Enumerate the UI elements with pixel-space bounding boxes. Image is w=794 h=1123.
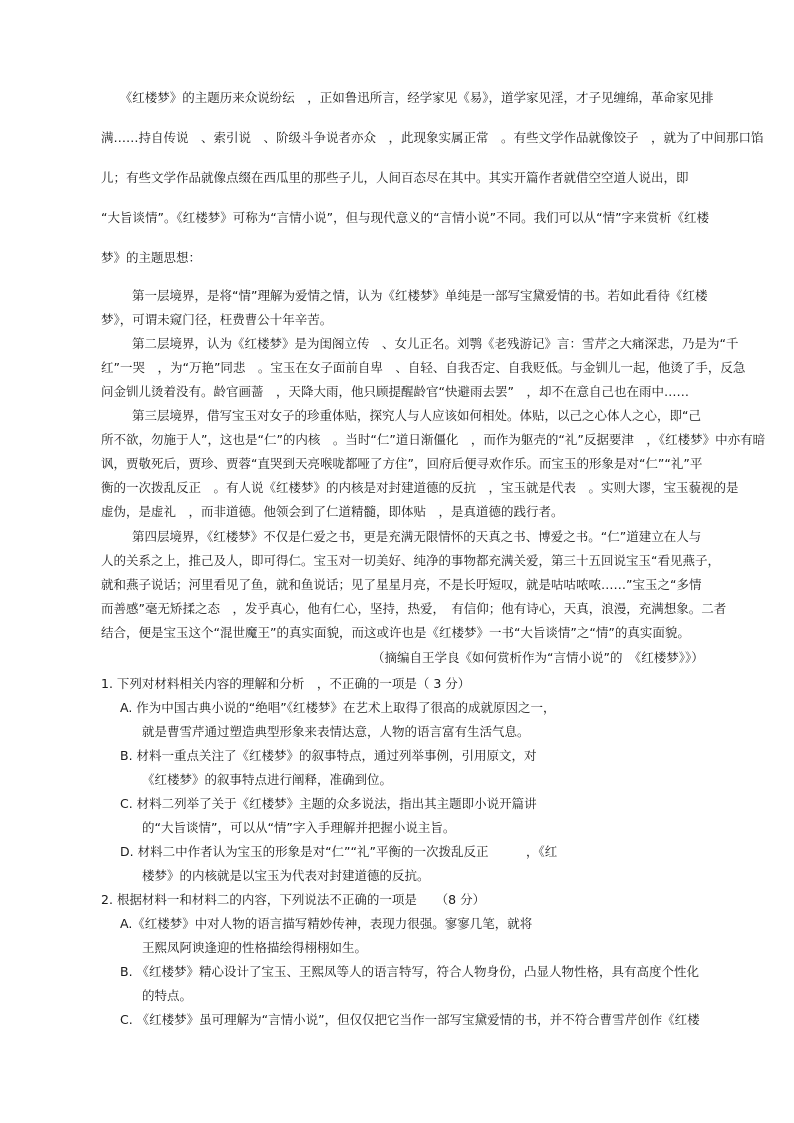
paragraph-line: 衡的一次拨乱反正 。有人说《红楼梦》的内核是对封建道德的反抗 ，宝玉就是代表 。实则大谬，宝玉藐视的是 [101,480,739,495]
paragraph-line: 而善感”毫无矫揉之态 ，发乎真心，他有仁心，坚持，热爱， 有信仰；他有诗心，天真，浪漫，充满想象。二者 [101,601,727,616]
paragraph-line: 第二层境界，认为《红楼梦》是为闺阁立传 、女儿正名。刘鹗《老残游记》言：雪芹之大痛深悲，乃是为“千 [132,336,739,351]
option-c-line: C. 材料二列举了关于《红楼梦》主题的众多说法，指出其主题即小说开篇讲 [120,796,537,811]
option-d-line: 楼梦》的内核就是以宝玉为代表对封建道德的反抗。 [142,868,430,883]
paragraph-line: 讽，贾敬死后，贾珍、贾蓉“直哭到天亮喉咙都哑了方住”，回府后便寻欢作乐。而宝玉的形象是对“仁”“礼”平 [101,456,703,471]
option-a-line: A.《红楼梦》中对人物的语言描写精妙传神，表现力很强。寥寥几笔，就将 [120,916,533,931]
paragraph-line: 第一层境界，是将“情”理解为爱情之情，认为《红楼梦》单纯是一部写宝黛爱情的书。若如此看待《红楼 [132,288,708,303]
paragraph-line: 就和燕子说话；河里看见了鱼，就和鱼说话；见了星星月亮，不是长吁短叹，就是咕咕哝哝……”宝玉之“多情 [101,577,702,592]
paragraph-line: 人的关系之上，推己及人，即可得仁。宝玉对一切美好、纯净的事物都充满关爱，第三十五回说宝玉“看见燕子， [101,553,720,568]
paragraph-line: 所不欲，勿施于人”，这也是“仁”的内核 。当时“仁”道日渐僵化 ，而作为躯壳的“礼”反据要津 ，《红楼梦》中亦有暗 [101,432,766,447]
intro-line: 梦》的主题思想： [101,250,202,265]
paragraph-line: 问金钏儿烫着没有。龄官画蔷 ，天降大雨，他只顾提醒龄官“快避雨去罢” ，却不在意自己也在雨中…… [101,384,689,399]
paragraph-line: 第四层境界，《红楼梦》不仅是仁爱之书，更是充满无限情怀的天真之书、博爱之书。“仁”道建立在人与 [132,529,702,544]
option-c-line: 的“大旨谈情”，可以从“情”字入手理解并把握小说主旨。 [142,820,456,835]
option-a-line: 王熙凤阿谀逢迎的性格描绘得栩栩如生。 [142,940,368,955]
question-stem: 2. 根据材料一和材料二的内容，下列说法不正确的一项是 （8 分） [101,892,486,907]
option-d-line: D. 材料二中作者认为宝玉的形象是对“仁”“礼”平衡的一次拨乱反正 ，《红 [120,844,558,859]
paragraph-line: 第三层境界，借写宝玉对女子的珍重体贴，探究人与人应该如何相处。体贴，以己之心体人之心，即“己 [132,408,701,423]
paragraph-line: 红”一哭 ，为“万艳”同悲 。宝玉在女子面前自卑 、自轻、自我否定、自我贬低。与金钏儿一起，他烫了手，反急 [101,360,746,375]
question-stem: 1. 下列对材料相关内容的理解和分析 ，不正确的一项是（ 3 分） [101,676,471,691]
option-a-line: A. 作为中国古典小说的“绝唱”《红楼梦》在艺术上取得了很高的成就原因之一， [120,700,556,715]
option-b-line: 的特点。 [142,988,193,1003]
paragraph-line: 结合，便是宝玉这个“混世魔王”的真实面貌，而这或许也是《红楼梦》一书“大旨谈情”之“情”的真实面貌。 [101,625,690,640]
option-c-line: C. 《红楼梦》虽可理解为“言情小说”，但仅仅把它当作一部写宝黛爱情的书，并不符合曹雪芹创作《红楼 [120,1012,700,1027]
source-citation: （摘编自王学良《如何赏析作为“言情小说”的 《红楼梦》》） [372,650,704,665]
option-b-line: 《红楼梦》的叙事特点进行阐释，准确到位。 [142,772,393,787]
intro-line: 满……持自传说 、索引说 、阶级斗争说者亦众 ，此现象实属正常 。有些文学作品就像饺子 ，就为了中间那口馅 [101,130,764,145]
intro-line: 儿；有些文学作品就像点缀在西瓜里的那些子儿，人间百态尽在其中。其实开篇作者就借空空道人说出，即 [101,170,689,185]
intro-line: 《红楼梦》的主题历来众说纷纭 ，正如鲁迅所言，经学家见《易》，道学家见淫，才子见缠绵，革命家见排 [101,90,714,105]
option-b-line: B. 《红楼梦》精心设计了宝玉、王熙凤等人的语言特写，符合人物身份，凸显人物性格，具有高度个性化 [120,964,700,979]
paragraph-line: 梦》，可谓未窥门径，枉费曹公十年辛苦。 [101,312,333,327]
paragraph-line: 虚伪，是虚礼 ，而非道德。他领会到了仁道精髓，即体贴 ，是真道德的践行者。 [101,504,564,519]
option-b-line: B. 材料一重点关注了《红楼梦》的叙事特点，通过列举事例，引用原文，对 [120,748,537,763]
option-a-line: 就是曹雪芹通过塑造典型形象来表情达意，人物的语言富有生活气息。 [142,724,530,739]
intro-line: “大旨谈情”。《红楼梦》可称为“言情小说”，但与现代意义的“言情小说”不同。我们可以从“情”字来赏析《红楼 [101,210,710,225]
